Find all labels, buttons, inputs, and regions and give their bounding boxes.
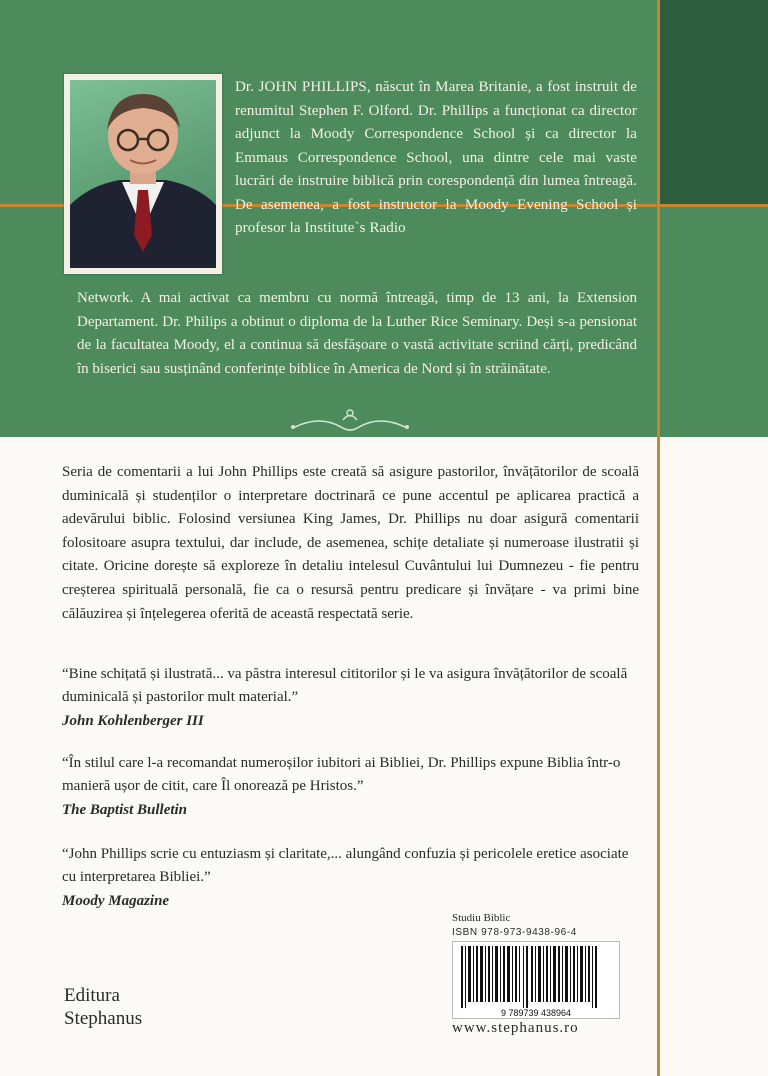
endorsement-2	[62, 752, 639, 822]
endorsement-3	[62, 843, 639, 913]
category-label: Studiu Biblic	[452, 912, 511, 924]
publisher-line-2: Stephanus	[64, 1008, 143, 1029]
flourish-ornament-icon	[285, 403, 415, 437]
isbn-label: ISBN 978-973-9438-96-4	[452, 927, 577, 938]
quote-text: “John Phillips scrie cu entuziasm și claritate,... alungând confuzia și pericolele eretice asociate cu interpretarea Bibliei.”	[62, 846, 629, 885]
series-description: Seria de comentarii a lui John Phillips este creată să asigure pastorilor, învățătorilor de scoală duminicală și studenților o interpretare doctrinară ce pune accentul pe aplicarea practică a adevărului biblic. Folosind versiunea King James, Dr. Phillips nu doar asigură comentarii folositoare asupra textului, dar include, de asemenea, schițe detaliate și numeroase ilustratii și citate. Oricine dorește să exploreze în detaliu intelesul Cuvântului lui Dumnezeu - fie pentru creșterea spirituală personală, fie ca o resursă pentru predicare și învățare - va primi bine călăuzirea și înțelegerea oferită de această respectată serie.	[62, 464, 639, 622]
author-photo	[70, 80, 216, 268]
gold-vertical-rule	[657, 0, 660, 1076]
endorsement-1	[62, 663, 639, 733]
publisher-line-1: Editura	[64, 985, 120, 1006]
barcode	[452, 941, 620, 1019]
barcode-icon	[453, 942, 619, 1018]
author-photo-frame	[64, 74, 222, 274]
author-bio-wrapped: Dr. JOHN PHILLIPS, născut în Marea Britanie, a fost instruit de renumitul Stephen F. Olford. Dr. Phillips a funcționat ca director adjunct la Moody Correspondence School și ca director la Emmaus Correspondence School, una dintre cele mai vaste lucrări de instruire biblică prin corespondență din lumea întreagă. De asemenea, a fost instructor la Moody Evening School și profesor la Institute`s Radio	[235, 79, 637, 236]
quote-text: “Bine schițată și ilustrată... va păstra interesul cititorilor și le va asigura învățătorilor de scoală duminicală și pastorilor mult material.”	[62, 666, 628, 705]
publisher-name	[64, 984, 142, 1030]
author-bio-full: Network. A mai activat ca membru cu normă întreagă, timp de 13 ani, la Extension Departament. Dr. Philips a obtinut o diploma de la Luther Rice Seminary. Deși s-a pensionat de la facultatea Moody, el a continua să desfășoare o vastă activitate scriind cărți, predicând în biserici sau susținând conferințe biblice în America de Nord și în străinătate.	[77, 290, 637, 377]
quote-text: “În stilul care l-a recomandat numeroșilor iubitori ai Bibliei, Dr. Phillips expune Biblia într-o manieră ușor de citit, care Îl onorează pe Hristos.”	[62, 755, 621, 794]
quote-author: Moody Magazine	[62, 893, 170, 909]
barcode-digits: 9 789739 438964	[500, 1008, 572, 1018]
dark-green-block	[660, 0, 768, 205]
barcode-block	[452, 912, 622, 1019]
quote-author: John Kohlenberger III	[62, 713, 204, 729]
quote-author: The Baptist Bulletin	[62, 802, 188, 818]
author-portrait-icon	[70, 80, 216, 268]
publisher-website: www.stephanus.ro	[452, 1020, 579, 1036]
